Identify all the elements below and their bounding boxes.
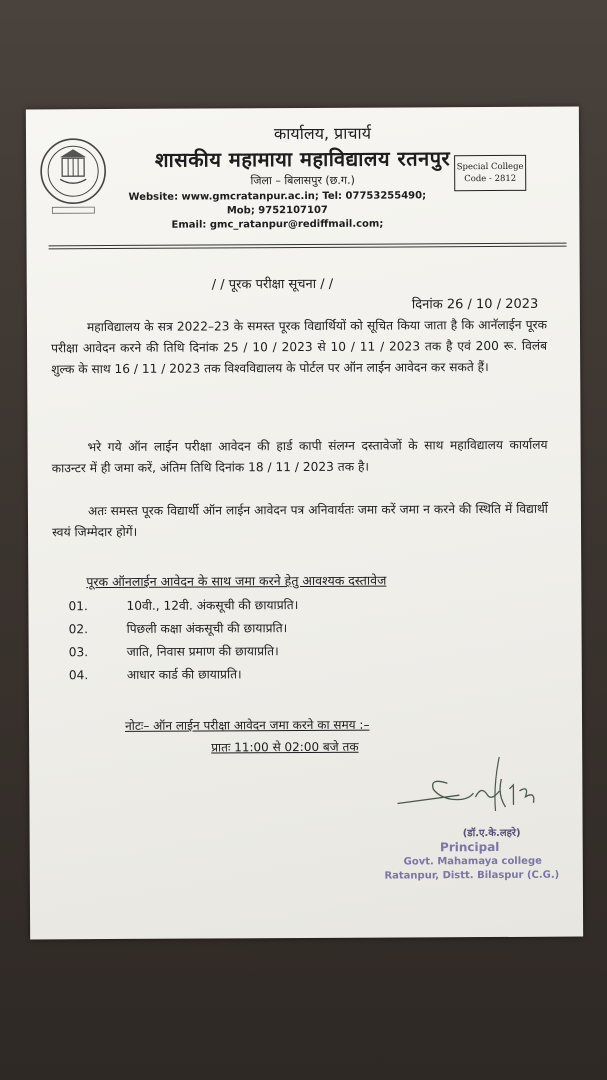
code-box-line-1: Special College bbox=[456, 161, 524, 173]
requirement-number: 02. bbox=[68, 622, 88, 637]
requirement-text: आधार कार्ड की छायाप्रति। bbox=[126, 667, 242, 682]
district-line: जिला – बिलासपुर (छ.ग.) bbox=[250, 173, 355, 188]
notice-document bbox=[26, 107, 583, 940]
signatory-name: (डॉ.ए.के.लहरे) bbox=[462, 827, 521, 840]
notice-paragraph-2 bbox=[52, 435, 548, 480]
requirement-text: पिछली कक्षा अंकसूची की छायाप्रति। bbox=[126, 621, 288, 636]
requirement-number: 01. bbox=[68, 599, 88, 614]
requirements-title: पूरक ऑनलाईन आवेदन के साथ जमा करने हेतु आवश्यक दस्तावेज bbox=[86, 572, 387, 590]
timing-value: प्रातः 11:00 से 02:00 बजे तक bbox=[211, 739, 359, 755]
notice-date: दिनांक 26 / 10 / 2023 bbox=[411, 296, 539, 313]
paragraph-text: महाविद्यालय के सत्र 2022–23 के समस्त पूरक विद्यार्थियों को सूचित किया जाता है कि आनॅलाईन पूरक परीक्षा आवेदन करने की तिथि दिनांक 25 / 10 / 2023 से 10 / 11 / 2023 तक है एवं 200 रू. विलंब शुल्क के साथ 16 / 11 / 2023 तक विश्वविद्यालय के पोर्टल पर ऑन लाईन आवेदन कर सकते हैं। bbox=[51, 317, 548, 377]
college-name: शासकीय महामाया महाविद्यालय रतनपुर bbox=[154, 146, 451, 172]
requirement-text: जाति, निवास प्रमाण की छायाप्रति। bbox=[126, 644, 279, 659]
requirement-number: 03. bbox=[68, 645, 89, 660]
signatory-title: Principal bbox=[439, 839, 500, 855]
email-line: Email: gmc_ratanpur@rediffmail.com; bbox=[171, 218, 384, 231]
notice-title: / / पूरक परीक्षा सूचना / / bbox=[211, 276, 334, 293]
signatory-college: Govt. Mahamaya college bbox=[403, 855, 542, 868]
mobile-line: Mob; 9752107107 bbox=[226, 204, 328, 217]
principal-signature-icon bbox=[389, 755, 549, 836]
requirement-text: 10वी., 12वी. अंकसूची की छायाप्रति। bbox=[126, 598, 299, 613]
code-box-line-2: Code - 2812 bbox=[464, 173, 517, 185]
website-line: Website: www.gmcratanpur.ac.in; Tel: 07753255490; bbox=[128, 190, 427, 203]
timing-note: नोटः– ऑन लाईन परीक्षा आवेदन जमा करने का समय :– bbox=[125, 717, 370, 733]
notice-paragraph-3 bbox=[52, 499, 548, 544]
notice-paragraph-1 bbox=[51, 315, 547, 381]
paragraph-text: अतः समस्त पूरक विद्यार्थी ऑन लाईन आवेदन पत्र अनिवार्यतः जमा करें जमा न करने की स्थिति में विद्यार्थी स्वयं जिम्मेदार होगें। bbox=[52, 501, 548, 540]
requirement-item bbox=[68, 596, 298, 614]
requirement-item bbox=[69, 642, 279, 660]
office-heading: कार्यालय, प्राचार्य bbox=[273, 123, 372, 144]
signatory-place: Ratanpur, Distt. Bilaspur (C.G.) bbox=[384, 869, 560, 882]
requirement-item bbox=[69, 665, 242, 683]
paragraph-text: भरे गये ऑन लाईन परीक्षा आवेदन की हार्ड कापी संलग्न दस्तावेजों के साथ महाविद्यालय कार्यालय काउन्टर में ही जमा करें, अंतिम तिथि दिनांक 18 / 11 / 2023 तक है। bbox=[51, 437, 548, 476]
requirement-item bbox=[69, 619, 288, 637]
college-code-box bbox=[454, 155, 526, 191]
header-divider-thin bbox=[49, 246, 567, 250]
requirement-number: 04. bbox=[68, 668, 89, 683]
